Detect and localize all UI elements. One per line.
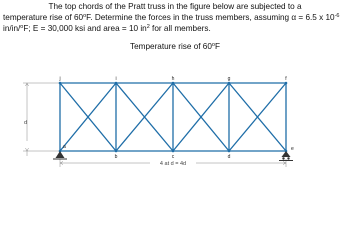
joint-j (59, 82, 62, 85)
joint-b (115, 150, 118, 153)
label-joint-j: j (59, 76, 61, 82)
span-label: 4 at d = 4d (159, 161, 187, 167)
problem-line-2: temperature rise of 60$^o$F. Determine the forces in the truss members, assuming α = 6.5 x $10^{-6}$ (3, 13, 340, 23)
joint-d (228, 150, 231, 153)
joint-h (172, 82, 175, 85)
height-label: d (24, 120, 28, 126)
joint-f (285, 82, 288, 85)
problem-line-1: The top chords of the Pratt truss in the figure below are subjected to a (48, 2, 302, 11)
joint-c (172, 150, 175, 153)
problem-line-3: in/in/$^o$F; E = 30,000 ksi and area = 10 $in^2$ for all members. (3, 24, 211, 34)
label-joint-g: g (227, 76, 231, 82)
diagram-title: Temperature rise of 60$^o$F (130, 42, 220, 51)
joint-i (115, 82, 118, 85)
label-joint-i: i (115, 76, 117, 82)
pin-support (53, 151, 67, 159)
label-joint-e: e (291, 146, 294, 152)
label-joint-b: b (114, 154, 118, 160)
label-joint-a: a (63, 144, 66, 150)
label-joint-h: h (171, 76, 175, 82)
truss-members (60, 83, 286, 151)
height-dimension (23, 83, 60, 156)
label-joint-c: c (171, 154, 175, 160)
joint-g (228, 82, 231, 85)
label-joint-f: f (285, 76, 287, 82)
label-joint-d: d (227, 154, 231, 160)
